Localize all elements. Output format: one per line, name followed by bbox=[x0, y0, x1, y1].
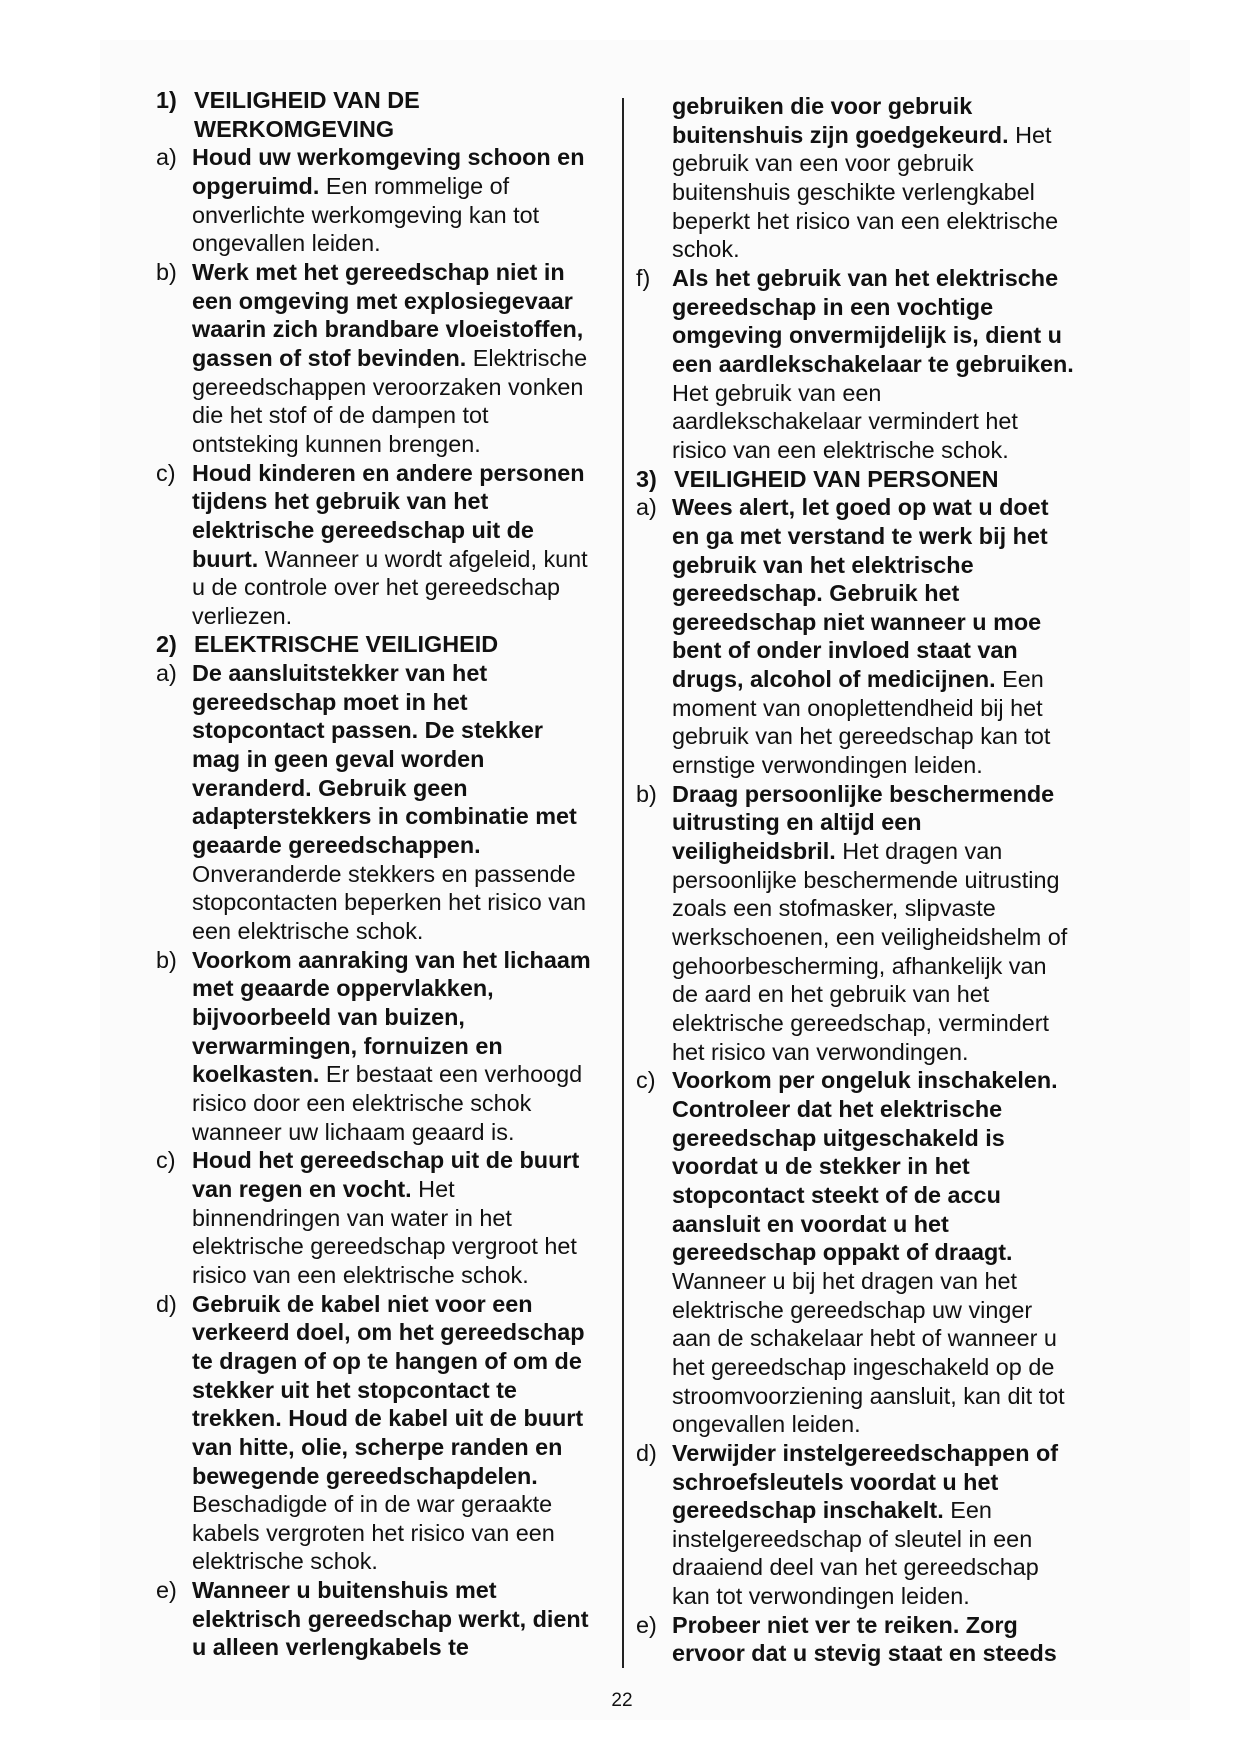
item-text: Elektrische gereedschappen veroorzaken vonken die het stof of de dampen tot ontsteking kunnen brengen. bbox=[192, 344, 588, 457]
item-bold-text: Als het gebruik van het elektrische gereedschap in een vochtige omgeving onvermijdelijk is, dient u een aardlekschakelaar te gebruiken. bbox=[672, 264, 1074, 377]
item-text: Het gebruik van een aardlekschakelaar vermindert het risico van een elektrische schok. bbox=[672, 379, 1018, 463]
item-bold-text: Probeer niet ver te reiken. Zorg ervoor dat u stevig staat en steeds bbox=[672, 1611, 1057, 1667]
item-letter: a) bbox=[156, 144, 177, 171]
right-column bbox=[636, 92, 1076, 1668]
list-item-1a bbox=[156, 143, 596, 258]
item-text: Het dragen van persoonlijke beschermende uitrusting zoals een stofmasker, slipvaste werkschoenen, een veiligheidshelm of gehoorbescherming, afhankelijk van de aard en het gebruik van het elektrische gereedschap, vermindert het risico van verwondingen. bbox=[672, 838, 1068, 1065]
item-letter: b) bbox=[156, 258, 177, 285]
item-bold-text: Gebruik de kabel niet voor een verkeerd doel, om het gereedschap te dragen of op te hangen of om de stekker uit het stopcontact te trekken. Houd de kabel uit de buurt van hitte, olie, scherpe randen en bewegende gereedschapdelen. bbox=[192, 1290, 585, 1489]
item-text: Een rommelige of onverlichte werkomgeving kan tot ongevallen leiden. bbox=[192, 172, 540, 257]
list-item-3c bbox=[636, 1066, 1076, 1439]
section-title: ELEKTRISCHE VEILIGHEID bbox=[194, 631, 499, 658]
item-bold-text: Draag persoonlijke beschermende uitrusting en altijd een veiligheidsbril. bbox=[672, 780, 1055, 865]
list-item-2e bbox=[156, 1576, 596, 1662]
item-letter: c) bbox=[636, 1067, 656, 1094]
item-letter: d) bbox=[636, 1439, 657, 1466]
item-letter: c) bbox=[156, 1147, 176, 1174]
section-number: 3) bbox=[636, 465, 657, 492]
list-item-1b bbox=[156, 258, 596, 459]
section-heading-1 bbox=[156, 86, 596, 143]
item-text: Een instelgereedschap of sleutel in een draaiend deel van het gereedschap kan tot verwondingen leiden. bbox=[672, 1497, 1039, 1610]
left-column bbox=[156, 86, 596, 1662]
section-heading-2 bbox=[156, 630, 596, 659]
list-item-2a bbox=[156, 659, 596, 946]
item-text: Het gebruik van een voor gebruik buitenshuis geschikte verlengkabel beperkt het risico van een elektrische schok. bbox=[672, 121, 1059, 263]
section-title: VEILIGHEID VAN PERSONEN bbox=[674, 465, 999, 492]
list-item-3d bbox=[636, 1439, 1076, 1611]
item-text: Beschadigde of in de war geraakte kabels vergroten het risico van een elektrische schok. bbox=[192, 1491, 555, 1575]
item-letter: a) bbox=[156, 660, 177, 687]
section-number: 2) bbox=[156, 631, 177, 658]
list-item-1c bbox=[156, 459, 596, 631]
item-bold-text: Houd uw werkomgeving schoon en opgeruimd. bbox=[192, 144, 585, 199]
item-letter: d) bbox=[156, 1290, 177, 1317]
section-heading-3 bbox=[636, 465, 1076, 494]
item-bold-text: Wanneer u buitenshuis met elektrisch gereedschap werkt, dient u alleen verlengkabels te bbox=[192, 1577, 589, 1661]
item-letter: e) bbox=[636, 1611, 657, 1638]
list-item-2b bbox=[156, 946, 596, 1147]
column-divider bbox=[622, 98, 624, 1668]
section-title: VEILIGHEID VAN DE WERKOMGEVING bbox=[194, 87, 420, 142]
item-bold-text: Voorkom aanraking van het lichaam met geaarde oppervlakken, bijvoorbeeld van buizen, verwarmingen, fornuizen en koelkasten. bbox=[192, 946, 591, 1088]
item-bold-text: Werk met het gereedschap niet in een omgeving met explosiegevaar waarin zich brandbare vloeistoffen, gassen of stof bevinden. bbox=[192, 258, 584, 371]
item-bold-text: gebruiken die voor gebruik buitenshuis zijn goedgekeurd. bbox=[672, 93, 1009, 148]
item-text: Wanneer u bij het dragen van het elektrische gereedschap uw vinger aan de schakelaar hebt of wanneer u het gereedschap ingeschakeld op de stroomvoorziening aansluit, kan dit tot ongevallen leiden. bbox=[672, 1267, 1065, 1438]
item-bold-text: Houd kinderen en andere personen tijdens het gebruik van het elektrische gereedschap uit de buurt. bbox=[192, 459, 585, 572]
page-number: 22 bbox=[611, 1690, 633, 1711]
list-item-2d bbox=[156, 1290, 596, 1577]
item-letter: b) bbox=[636, 780, 657, 807]
item-bold-text: Houd het gereedschap uit de buurt van regen en vocht. bbox=[192, 1147, 580, 1202]
list-item-3b bbox=[636, 780, 1076, 1067]
item-text: Er bestaat een verhoogd risico door een elektrische schok wanneer uw lichaam geaard is. bbox=[192, 1061, 583, 1145]
item-bold-text: Wees alert, let goed op wat u doet en ga met verstand te werk bij het gebruik van het elektrische gereedschap. Gebruik het gereedschap niet wanneer u moe bent of onder invloed staat van drugs, alcohol of medicijnen. bbox=[672, 494, 1049, 693]
item-letter: a) bbox=[636, 494, 657, 521]
list-item-3e bbox=[636, 1611, 1076, 1668]
item-letter: e) bbox=[156, 1577, 177, 1604]
item-letter: b) bbox=[156, 946, 177, 973]
item-letter: f) bbox=[636, 264, 651, 291]
item-bold-text: De aansluitstekker van het gereedschap moet in het stopcontact passen. De stekker mag in geen geval worden veranderd. Gebruik geen adapterstekkers in combinatie met geaarde gereedschappen. bbox=[192, 660, 577, 859]
item-letter: c) bbox=[156, 459, 176, 486]
item-text: Het binnendringen van water in het elektrische gereedschap vergroot het risico van een elektrische schok. bbox=[192, 1175, 577, 1288]
list-item-3a bbox=[636, 493, 1076, 780]
item-text: Onveranderde stekkers en passende stopcontacten beperken het risico van een elektrische schok. bbox=[192, 860, 586, 945]
item-bold-text: Verwijder instelgereedschappen of schroefsleutels voordat u het gereedschap inschakelt. bbox=[672, 1439, 1059, 1524]
item-bold-text: Voorkom per ongeluk inschakelen. Controleer dat het elektrische gereedschap uitgeschakeld is voordat u de stekker in het stopcontact steekt of de accu aansluit en voordat u het gereedschap oppakt of draagt. bbox=[672, 1067, 1058, 1266]
list-item-2e-continued bbox=[636, 92, 1076, 264]
list-item-2c bbox=[156, 1146, 596, 1289]
item-text: Wanneer u wordt afgeleid, kunt u de controle over het gereedschap verliezen. bbox=[192, 545, 588, 629]
list-item-2f bbox=[636, 264, 1076, 465]
item-text: Een moment van onoplettendheid bij het gebruik van het gereedschap kan tot ernstige verwondingen leiden. bbox=[672, 666, 1051, 779]
section-number: 1) bbox=[156, 87, 177, 113]
